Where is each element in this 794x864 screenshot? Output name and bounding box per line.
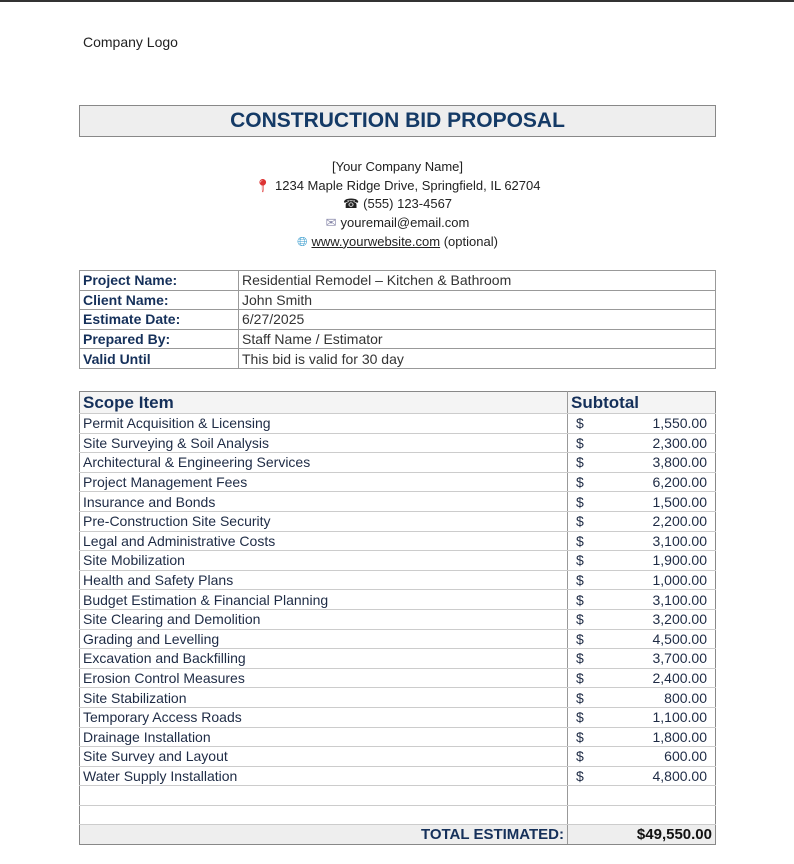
table-row — [80, 629, 716, 649]
currency-symbol: $ — [576, 493, 584, 510]
scope-item-amount: 1,550.00 — [652, 415, 707, 432]
currency-symbol: $ — [576, 591, 584, 608]
scope-item-amount: 1,100.00 — [652, 709, 707, 726]
scope-item-amount: 1,900.00 — [652, 552, 707, 569]
scope-item-amount: 2,300.00 — [652, 434, 707, 451]
currency-symbol: $ — [576, 513, 584, 530]
email-icon: ✉ — [325, 215, 337, 231]
info-value[interactable]: This bid is valid for 30 day — [239, 349, 716, 369]
scope-item-amount: 2,200.00 — [652, 513, 707, 530]
table-row — [80, 433, 716, 453]
map-pin-icon: 📍︎ — [254, 177, 272, 193]
currency-symbol: $ — [576, 532, 584, 549]
info-label: Estimate Date: — [80, 310, 239, 330]
info-label: Prepared By: — [80, 329, 239, 349]
scope-item-amount: 3,100.00 — [652, 532, 707, 549]
scope-item-name: Water Supply Installation — [80, 766, 568, 786]
currency-symbol: $ — [576, 650, 584, 667]
address: 1234 Maple Ridge Drive, Springfield, IL 62704 — [275, 177, 541, 193]
scope-item-name: Site Surveying & Soil Analysis — [80, 433, 568, 453]
scope-item-name: Legal and Administrative Costs — [80, 531, 568, 551]
scope-table — [79, 391, 716, 845]
currency-symbol: $ — [576, 728, 584, 745]
info-label: Client Name: — [80, 290, 239, 310]
scope-item-amount: 800.00 — [664, 689, 707, 706]
scope-item-name: Drainage Installation — [80, 727, 568, 747]
globe-icon: 🌐︎ — [297, 233, 308, 249]
currency-symbol: $ — [576, 611, 584, 628]
document-title: CONSTRUCTION BID PROPOSAL — [79, 105, 716, 137]
table-row — [80, 511, 716, 531]
empty-cell[interactable] — [568, 786, 716, 806]
website-note: (optional) — [443, 233, 498, 249]
table-row — [80, 707, 716, 727]
info-row — [80, 310, 716, 330]
info-row — [80, 290, 716, 310]
total-label: TOTAL ESTIMATED: — [80, 825, 568, 845]
scope-item-name: Project Management Fees — [80, 472, 568, 492]
currency-symbol: $ — [576, 474, 584, 491]
currency-symbol: $ — [576, 689, 584, 706]
table-row — [80, 727, 716, 747]
scope-item-name: Health and Safety Plans — [80, 570, 568, 590]
scope-item-amount: 1,000.00 — [652, 572, 707, 589]
scope-item-name: Excavation and Backfilling — [80, 649, 568, 669]
table-row — [80, 649, 716, 669]
total-value: $49,550.00 — [568, 825, 716, 845]
currency-symbol: $ — [576, 552, 584, 569]
table-row — [80, 472, 716, 492]
table-row — [80, 492, 716, 512]
table-row — [80, 747, 716, 767]
scope-item-amount: 1,500.00 — [652, 493, 707, 510]
currency-symbol: $ — [576, 434, 584, 451]
scope-item-name: Permit Acquisition & Licensing — [80, 414, 568, 434]
info-value[interactable]: Staff Name / Estimator — [239, 329, 716, 349]
table-row — [80, 531, 716, 551]
table-row — [80, 453, 716, 473]
info-row — [80, 349, 716, 369]
table-row — [80, 590, 716, 610]
currency-symbol: $ — [576, 670, 584, 687]
table-row — [80, 414, 716, 434]
empty-row — [80, 805, 716, 825]
info-label: Valid Until — [80, 349, 239, 369]
phone-icon: ☎ — [342, 196, 360, 212]
scope-item-amount: 4,800.00 — [652, 767, 707, 784]
scope-item-name: Temporary Access Roads — [80, 707, 568, 727]
table-row — [80, 551, 716, 571]
table-row — [80, 766, 716, 786]
scope-item-name: Site Mobilization — [80, 551, 568, 571]
currency-symbol: $ — [576, 415, 584, 432]
subtotal-header: Subtotal — [568, 392, 716, 414]
scope-item-amount: 3,700.00 — [652, 650, 707, 667]
table-row — [80, 668, 716, 688]
info-value[interactable]: 6/27/2025 — [239, 310, 716, 330]
scope-item-name: Grading and Levelling — [80, 629, 568, 649]
info-value[interactable]: John Smith — [239, 290, 716, 310]
company-logo: Company Logo — [83, 34, 178, 50]
email: youremail@email.com — [340, 215, 470, 231]
empty-cell[interactable] — [80, 786, 568, 806]
total-row — [80, 825, 716, 845]
scope-item-name: Site Survey and Layout — [80, 747, 568, 767]
scope-item-header: Scope Item — [80, 392, 568, 414]
scope-item-name: Pre-Construction Site Security — [80, 511, 568, 531]
scope-item-amount: 3,100.00 — [652, 591, 707, 608]
table-row — [80, 609, 716, 629]
table-row — [80, 570, 716, 590]
info-label: Project Name: — [80, 271, 239, 291]
contact-block — [79, 158, 716, 252]
scope-item-amount: 3,800.00 — [652, 454, 707, 471]
scope-item-amount: 600.00 — [664, 748, 707, 765]
scope-item-name: Architectural & Engineering Services — [80, 453, 568, 473]
empty-cell[interactable] — [568, 805, 716, 825]
scope-item-amount: 1,800.00 — [652, 728, 707, 745]
empty-cell[interactable] — [80, 805, 568, 825]
phone: (555) 123-4567 — [363, 196, 453, 212]
scope-item-name: Insurance and Bonds — [80, 492, 568, 512]
info-value[interactable]: Residential Remodel – Kitchen & Bathroom — [239, 271, 716, 291]
scope-item-name: Site Clearing and Demolition — [80, 609, 568, 629]
currency-symbol: $ — [576, 454, 584, 471]
empty-row — [80, 786, 716, 806]
scope-item-amount: 2,400.00 — [652, 670, 707, 687]
project-info-table — [79, 270, 716, 369]
table-row — [80, 688, 716, 708]
scope-item-amount: 6,200.00 — [652, 474, 707, 491]
info-row — [80, 329, 716, 349]
scope-item-amount: 3,200.00 — [652, 611, 707, 628]
currency-symbol: $ — [576, 748, 584, 765]
scope-item-name: Budget Estimation & Financial Planning — [80, 590, 568, 610]
currency-symbol: $ — [576, 767, 584, 784]
scope-item-name: Erosion Control Measures — [80, 668, 568, 688]
currency-symbol: $ — [576, 709, 584, 726]
currency-symbol: $ — [576, 572, 584, 589]
info-row — [80, 271, 716, 291]
scope-item-amount: 4,500.00 — [652, 630, 707, 647]
website-link[interactable]: www.yourwebsite.com — [311, 233, 441, 249]
company-name: [Your Company Name] — [331, 159, 464, 174]
scope-header-row — [80, 392, 716, 414]
currency-symbol: $ — [576, 630, 584, 647]
scope-item-name: Site Stabilization — [80, 688, 568, 708]
top-border — [0, 0, 794, 2]
